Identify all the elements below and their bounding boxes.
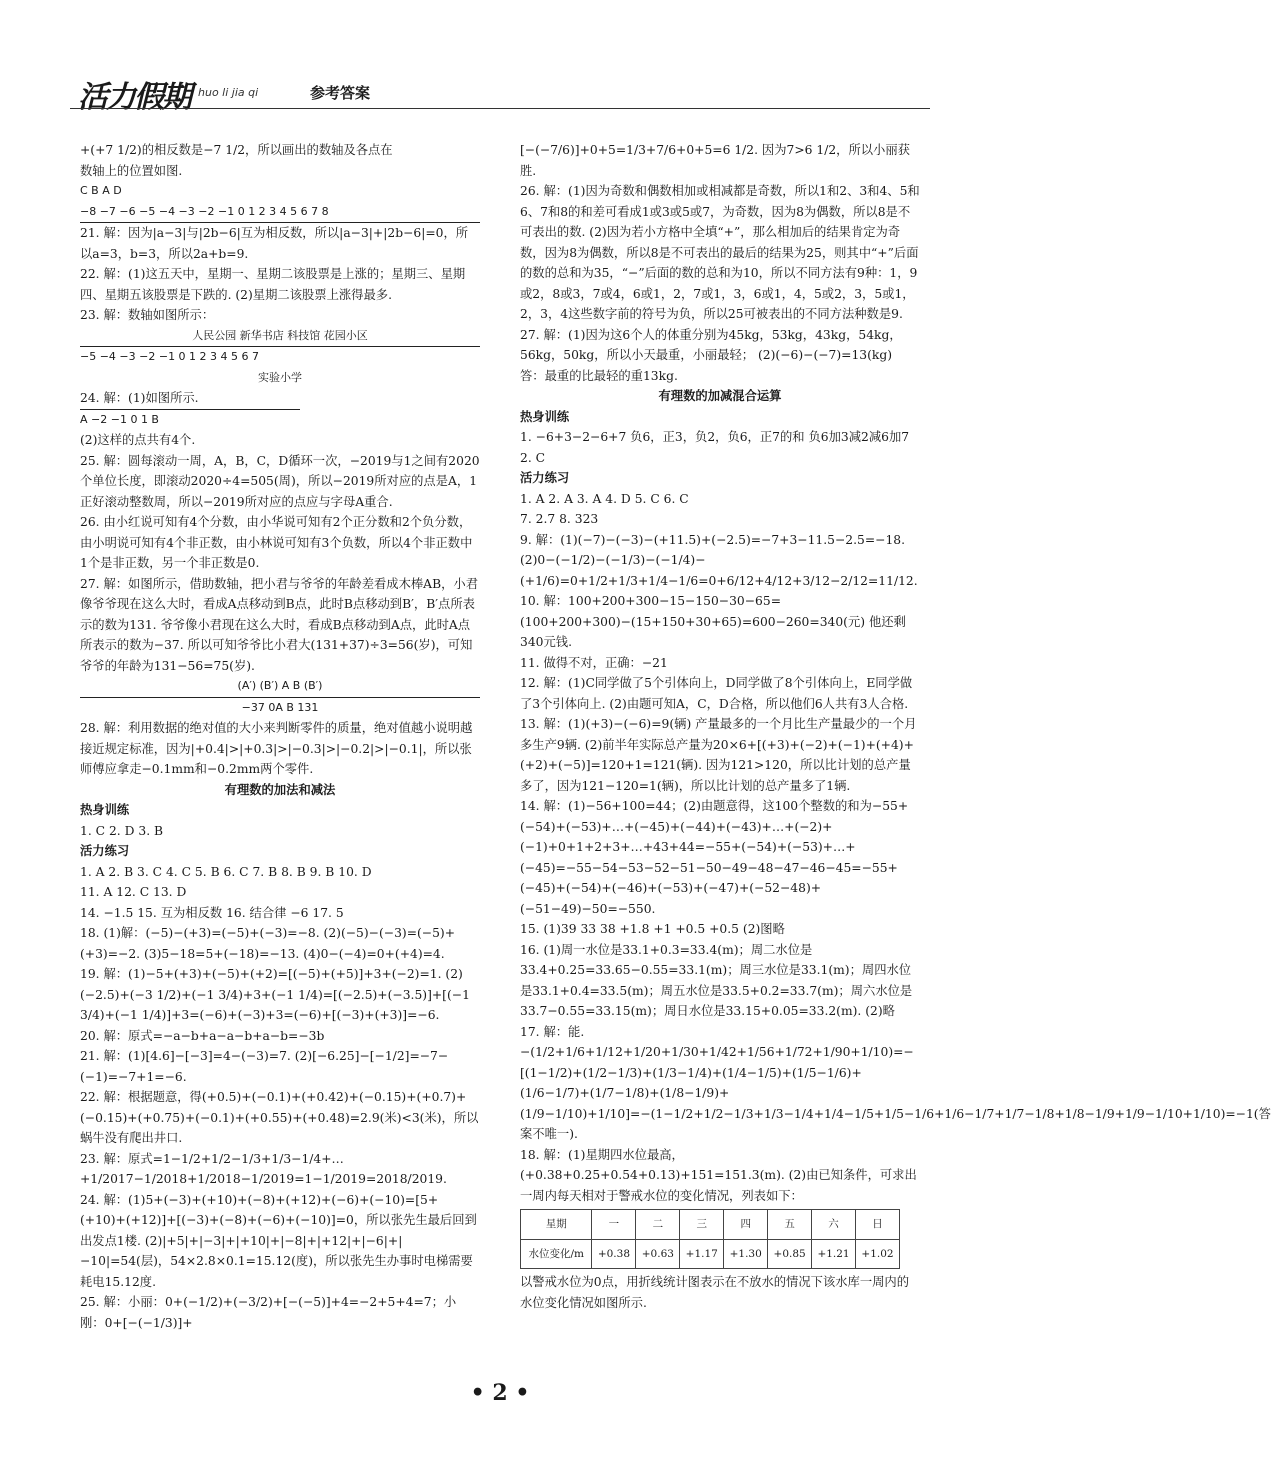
answer-22: 22. 解：根据题意，得(+0.5)+(−0.1)+(+0.42)+(−0.15)+(+0.7)+(−0.15)+(+0.75)+(−0.1)+(+0.55)+(+0.48)=2.9(米)<3(米)，所以蜗牛没有爬出井口. [80, 1090, 479, 1145]
table-cell: +0.38 [592, 1239, 636, 1269]
table-cell: +0.63 [636, 1239, 680, 1269]
subsection-title: 活力练习 [520, 471, 570, 485]
section-title: 有理数的加减混合运算 [658, 389, 782, 403]
answer-25: 25. 解：小丽：0+(−1/2)+(−3/2)+[−(−5)]+4=−2+5+4=7；小刚：0+[−(−1/3)]+ [80, 1295, 457, 1330]
number-axis: −5 −4 −3 −2 −1 0 1 2 3 4 5 6 7 [80, 346, 480, 368]
table-cell: +1.02 [856, 1239, 900, 1269]
answer-18b: 以警戒水位为0点，用折线统计图表示在不放水的情况下该水库一周内的水位变化情况如图所示. [520, 1275, 910, 1310]
answer-17: 17. 解：能. −(1/2+1/6+1/12+1/20+1/30+1/42+1/56+1/72+1/90+1/10)=−[(1−1/2)+(1/2−1/3)+(1/3−1/4)+(1/4−1/5)+(1/5−1/6)+(1/6−1/7)+(1/7−1/8)+(1/8−1/9)+(1/9−1/10)+1/10]=−(1−1/2+1/2−1/3+1/3−1/4+1/4−1/5+1/5−1/6+1/6−1/7+1/7−1/8+1/8−1/9+1/9−1/10+1/10)=−1(答案不唯一). [520, 1024, 1271, 1141]
line: 1. −6+3−2−6+7 负6，正3，负2，负6，正7的和 负6加3减2减6加7 [520, 430, 910, 444]
right-column [520, 140, 1271, 1313]
line: [−(−7/6)]+0+5=1/3+7/6+0+5=6 1/2. 因为7>6 1/2，所以小丽获胜. [520, 143, 910, 178]
answer-24b: (2)这样的点共有4个. [80, 433, 196, 447]
subsection-title: 热身训练 [80, 803, 130, 817]
line: 11. A 12. C 13. D [80, 885, 187, 899]
answer-23: 23. 解：数轴如图所示： [80, 308, 215, 322]
table-cell: +0.85 [768, 1239, 812, 1269]
axis-places: 人民公园 新华书店 科技馆 花园小区 [192, 328, 368, 342]
axis-school: 实验小学 [258, 370, 302, 384]
number-axis-labels: C B A D [80, 184, 122, 197]
table-cell: 二 [636, 1210, 680, 1240]
number-axis: −37 0A B 131 [80, 697, 480, 719]
section-title: 有理数的加法和减法 [224, 782, 336, 797]
table-cell: +1.17 [680, 1239, 724, 1269]
line: +(+7 1/2)的相反数是−7 1/2，所以画出的数轴及各点在 [80, 143, 393, 157]
answer-18: 18. 解：(1)星期四水位最高，(+0.38+0.25+0.54+0.13)+151=151.3(m). (2)由已知条件，可求出一周内每天相对于警戒水位的变化情况，列表如下： [520, 1147, 917, 1203]
table-row [521, 1210, 900, 1240]
line: 1. A 2. B 3. C 4. C 5. B 6. C 7. B 8. B 9. B 10. D [80, 864, 372, 879]
line: 14. −1.5 15. 互为相反数 16. 结合律 −6 17. 5 [80, 905, 344, 920]
answer-27: 27. 解：(1)因为这6个人的体重分别为45kg，53kg，43kg，54kg，56kg，50kg，所以小天最重，小丽最轻； (2)(−6)−(−7)=13(kg) 答：最重的比最轻的重13kg. [520, 327, 902, 383]
table-cell: 一 [592, 1210, 636, 1240]
answer-11: 11. 做得不对，正确：−21 [520, 655, 668, 670]
answer-26: 26. 由小红说可知有4个分数，由小华说可知有2个正分数和2个负分数，由小明说可知有4个非正数，由小林说可知有3个负数，所以4个非正数中1个是非正数，另一个非正数是0. [80, 515, 473, 570]
table-row [521, 1239, 900, 1269]
table-cell: 日 [856, 1210, 900, 1240]
line: 2. C [520, 450, 546, 465]
table-cell: 水位变化/m [521, 1239, 592, 1269]
answer-19: 19. 解：(1)−5+(+3)+(−5)+(+2)=[(−5)+(+5)]+3+(−2)=1. (2)(−2.5)+(−3 1/2)+(−1 3/4)+3+(−1 1/4)=[(−2.5)+(−3.5)]+[(−1 3/4)+(−1 1/4)]+3=(−6)+(−3)+3=(−6)+[(−3)+(+3)]=−6. [80, 967, 470, 1022]
water-level-table [520, 1209, 900, 1269]
answer-15: 15. (1)39 33 38 +1.8 +1 +0.5 +0.5 (2)图略 [520, 922, 785, 936]
line: 数轴上的位置如图. [80, 163, 183, 178]
logo-pinyin: huo li jia qi [198, 86, 259, 99]
table-cell: 四 [724, 1210, 768, 1240]
page-number: • 2 • [470, 1380, 530, 1406]
answer-21: 21. 解：(1)[4.6]−[−3]=4−(−3)=7. (2)[−6.25]−[−1/2]=−7−(−1)=−7+1=−6. [80, 1049, 449, 1084]
answer-16: 16. (1)周一水位是33.1+0.3=33.4(m)；周二水位是33.4+0.25=33.65−0.55=33.1(m)；周三水位是33.1(m)；周四水位是33.1+0.4=33.5(m)；周五水位是33.5+0.2=33.7(m)；周六水位是33.7−0.55=33.15(m)；周日水位是33.15+0.05=33.2(m). (2)略 [520, 942, 913, 1018]
answer-25: 25. 解：圆每滚动一周，A，B，C，D循环一次，−2019与1之间有2020个单位长度，即滚动2020÷4=505(周)，所以−2019所对应的点是A，1正好滚动整数周，所以−2019所对应的点应与字母A重合. [80, 453, 480, 509]
table-cell: 星期 [521, 1210, 592, 1240]
answer-24: 24. 解：(1)5+(−3)+(+10)+(−8)+(+12)+(−6)+(−10)=[5+(+10)+(+12)]+[(−3)+(−8)+(−6)+(−10)]=0，所以张先生最后回到出发点1楼. (2)|+5|+|−3|+|+10|+|−8|+|+12|+|−6|+|−10|=54(层)，54×2.8×0.1=15.12(度)，所以张先生办事时电梯需要耗电15.12度. [80, 1192, 477, 1289]
answer-20: 20. 解：原式=−a−b+a−a−b+a−b=−3b [80, 1028, 325, 1043]
logo: 活力假期 [78, 80, 190, 115]
answer-24: 24. 解：(1)如图所示. [80, 391, 199, 405]
table-cell: 三 [680, 1210, 724, 1240]
answer-28: 28. 解：利用数据的绝对值的大小来判断零件的质量，绝对值越小说明越接近规定标准，因为|+0.4|>|+0.3|>|−0.3|>|−0.2|>|−0.1|，所以张师傅应拿走−0.1mm和−0.2mm两个零件. [80, 721, 473, 776]
subsection-title: 热身训练 [520, 409, 570, 424]
answer-9: 9. 解：(1)(−7)−(−3)−(+11.5)+(−2.5)=−7+3−11.5−2.5=−18. (2)0−(−1/2)−(−1/3)−(−1/4)−(+1/6)=0+1/2+1/3+1/4−1/6=0+6/12+4/12+3/12−2/12=11/12. [520, 532, 918, 588]
line: 7. 2.7 8. 323 [520, 512, 599, 526]
answer-21: 21. 解：因为|a−3|与|2b−6|互为相反数，所以|a−3|+|2b−6|=0，所以a=3，b=3，所以2a+b=9. [80, 226, 469, 261]
left-column [80, 140, 480, 1333]
axis-labels: (A′) (B′) A B (B′) [237, 679, 323, 692]
page-header [70, 70, 930, 115]
answer-13: 13. 解：(1)(+3)−(−6)=9(辆) 产量最多的一个月比生产量最少的一个月多生产9辆. (2)前半年实际总产量为20×6+[(+3)+(−2)+(−1)+(+4)+(+2)+(−5)]=120+1=121(辆). 因为121>120，所以比计划的总产量多了，因为121−120=1(辆)，所以比计划的总产量多了1辆. [520, 717, 917, 793]
header-rule [70, 108, 930, 109]
table-cell: 五 [768, 1210, 812, 1240]
subsection-title: 活力练习 [80, 844, 130, 858]
answer-14: 14. 解：(1)−56+100=44；(2)由题意得，这100个整数的和为−55+(−54)+(−53)+…+(−45)+(−44)+(−43)+…+(−2)+(−1)+0+1+2+3+…+43+44=−55+(−54)+(−53)+…+(−45)=−55−54−53−52−51−50−49−48−47−46−45=−55+(−45)+(−54)+(−46)+(−53)+(−47)+(−52−48)+(−51−49)−50=−550. [520, 799, 909, 916]
number-axis: −8 −7 −6 −5 −4 −3 −2 −1 0 1 2 3 4 5 6 7 8 [80, 202, 480, 224]
line: 1. A 2. A 3. A 4. D 5. C 6. C [520, 491, 689, 506]
answer-12: 12. 解：(1)C同学做了5个引体向上，D同学做了8个引体向上，E同学做了3个引体向上. (2)由题可知A，C，D合格，所以他们6人共有3人合格. [520, 676, 913, 711]
line: 1. C 2. D 3. B [80, 823, 164, 838]
table-cell: 六 [812, 1210, 856, 1240]
number-axis: A −2 −1 0 1 B [80, 409, 300, 431]
answer-26: 26. 解：(1)因为奇数和偶数相加或相减都是奇数，所以1和2、3和4、5和6、7和8的和差可看成1或3或5或7，为奇数，因为8为偶数，所以8是不可表出的数. (2)因为若小方格中全填“+”，那么相加后的结果肯定为奇数，因为8为偶数，所以8是不可表出的最后的结果为25，则其中“+”后面的数的总和为35，“−”后面的数的总和为10，所以不同方法有9种：1，9或2，8或3，7或4，6或1，2，7或1，3，6或1，4，5或2，3，5或1，2，3，4这些数字前的符号为负，所以25可被表出的不同方法种数是9. [520, 184, 920, 321]
answer-27: 27. 解：如图所示，借助数轴，把小君与爷爷的年龄差看成木棒AB，小君像爷爷现在这么大时，看成A点移动到B点，此时B点移动到B′，B′点所表示的数为131. 爷爷像小君现在这么大时，看成B点移动到A点，此时A点所表示的数为−37. 所以可知爷爷比小君大(131+37)÷3=56(岁)，可知爷爷的年龄为131−56=75(岁). [80, 576, 478, 673]
answer-23: 23. 解：原式=1−1/2+1/2−1/3+1/3−1/4+…+1/2017−1/2018+1/2018−1/2019=1−1/2019=2018/2019. [80, 1151, 447, 1186]
header-title: 参考答案 [310, 84, 371, 102]
answer-22: 22. 解：(1)这五天中，星期一、星期二该股票是上涨的；星期三、星期四、星期五该股票是下跌的. (2)星期二该股票上涨得最多. [80, 267, 466, 302]
table-cell: +1.30 [724, 1239, 768, 1269]
answer-18: 18. (1)解：(−5)−(+3)=(−5)+(−3)=−8. (2)(−5)−(−3)=(−5)+(+3)=−2. (3)5−18=5+(−18)=−13. (4)0−(−4)=0+(+4)=4. [80, 926, 456, 961]
answer-10: 10. 解：100+200+300−15−150−30−65=(100+200+300)−(15+150+30+65)=600−260=340(元) 他还剩340元钱. [520, 594, 906, 649]
table-cell: +1.21 [812, 1239, 856, 1269]
